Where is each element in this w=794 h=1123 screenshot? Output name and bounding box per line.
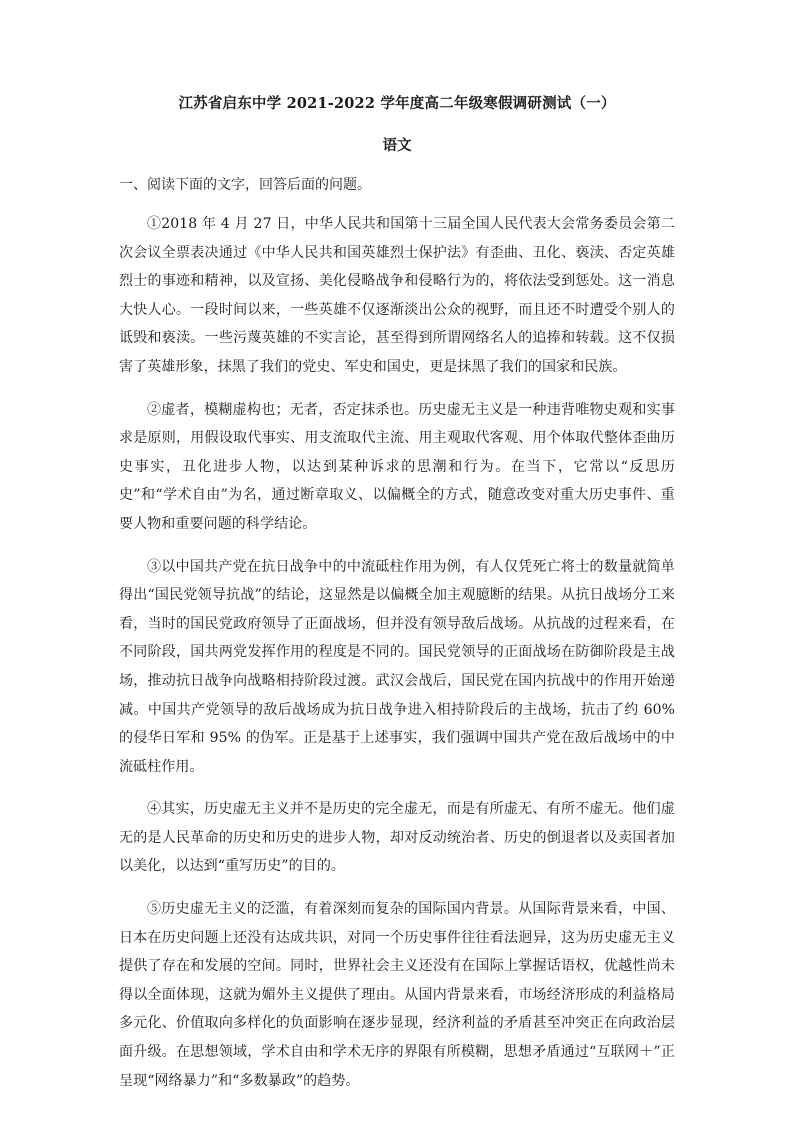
paragraph-1: ①2018 年 4 月 27 日，中华人民共和国第十三届全国人民代表大会常务委员会第二次会议全票表决通过《中华人民共和国英雄烈士保护法》有歪曲、丑化、亵渎、否定英雄烈士的事迹和精神，以及宣扬、美化侵略战争和侵略行为的，将依法受到惩处。这一消息大快人心。一段时间以来，一些英雄不仅逐渐淡出公众的视野，而且还不时遭受个别人的诋毁和亵渎。一些污蔑英雄的不实言论，甚至得到所谓网络名人的追捧和转载。这不仅损害了英雄形象，抹黑了我们的党史、军史和国史，更是抹黑了我们的国家和民族。 [119,216,675,375]
paragraph-4: ④其实，历史虚无主义并不是历史的完全虚无，而是有所虚无、有所不虚无。他们虚无的是人民革命的历史和历史的进步人物，却对反动统治者、历史的倒退者以及卖国者加以美化，以达到“重写历史”的目的。 [119,801,675,875]
paragraph-5: ⑤历史虚无主义的泛滥，有着深刻而复杂的国际国内背景。从国际背景来看，中国、日本在历史问题上还没有达成共识，对同一个历史事件往往看法迥异，这为历史虚无主义提供了存在和发展的空间。同时，世界社会主义还没有在国际上掌握话语权，优越性尚未得以全面体现，这就为媚外主义提供了理由。从国内背景来看，市场经济形成的利益格局多元化、价值取向多样化的负面影响在逐步显现，经济利益的矛盾甚至冲突正在向政治层面升级。在思想领域，学术自由和学术无序的界限有所模糊，思想矛盾通过“互联网＋”正呈现“网络暴力”和“多数暴政”的趋势。 [119,901,675,1089]
document-page [119,93,675,1095]
subject-heading: 语文 [382,137,412,154]
paragraph-2: ②虚者，模糊虚构也；无者，否定抹杀也。历史虚无主义是一种违背唯物史观和实事求是原则，用假设取代事实、用支流取代主流、用主观取代客观、用个体取代整体歪曲历史事实，丑化进步人物，以达到某种诉求的思潮和行为。在当下，它常以“反思历史”和“学术自由”为名，通过断章取义、以偏概全的方式，随意改变对重大历史事件、重要人物和重要问题的科学结论。 [119,401,675,532]
section-heading: 一、阅读下面的文字，回答后面的问题。 [119,177,371,193]
document-title: 江苏省启东中学 2021-2022 学年度高二年级寒假调研测试（一） [178,95,616,112]
paragraph-3: ③以中国共产党在抗日战争中的中流砥柱作用为例，有人仅凭死亡将士的数量就简单得出“国民党领导抗战”的结论，这显然是以偏概全加主观臆断的结果。从抗日战场分工来看，当时的国民党政府领导了正面战场，但并没有领导敌后战场。从抗战的过程来看，在不同阶段，国共两党发挥作用的程度是不同的。国民党领导的正面战场在防御阶段是主战场，推动抗日战争向战略相持阶段过渡。武汉会战后，国民党在国内抗战中的作用开始递减。中国共产党领导的敌后战场成为抗日战争进入相持阶段后的主战场，抗击了约 60% 的侵华日军和 95% 的伪军。正是基于上述事实，我们强调中国共产党在敌后战场中的中流砥柱作用。 [119,558,675,775]
